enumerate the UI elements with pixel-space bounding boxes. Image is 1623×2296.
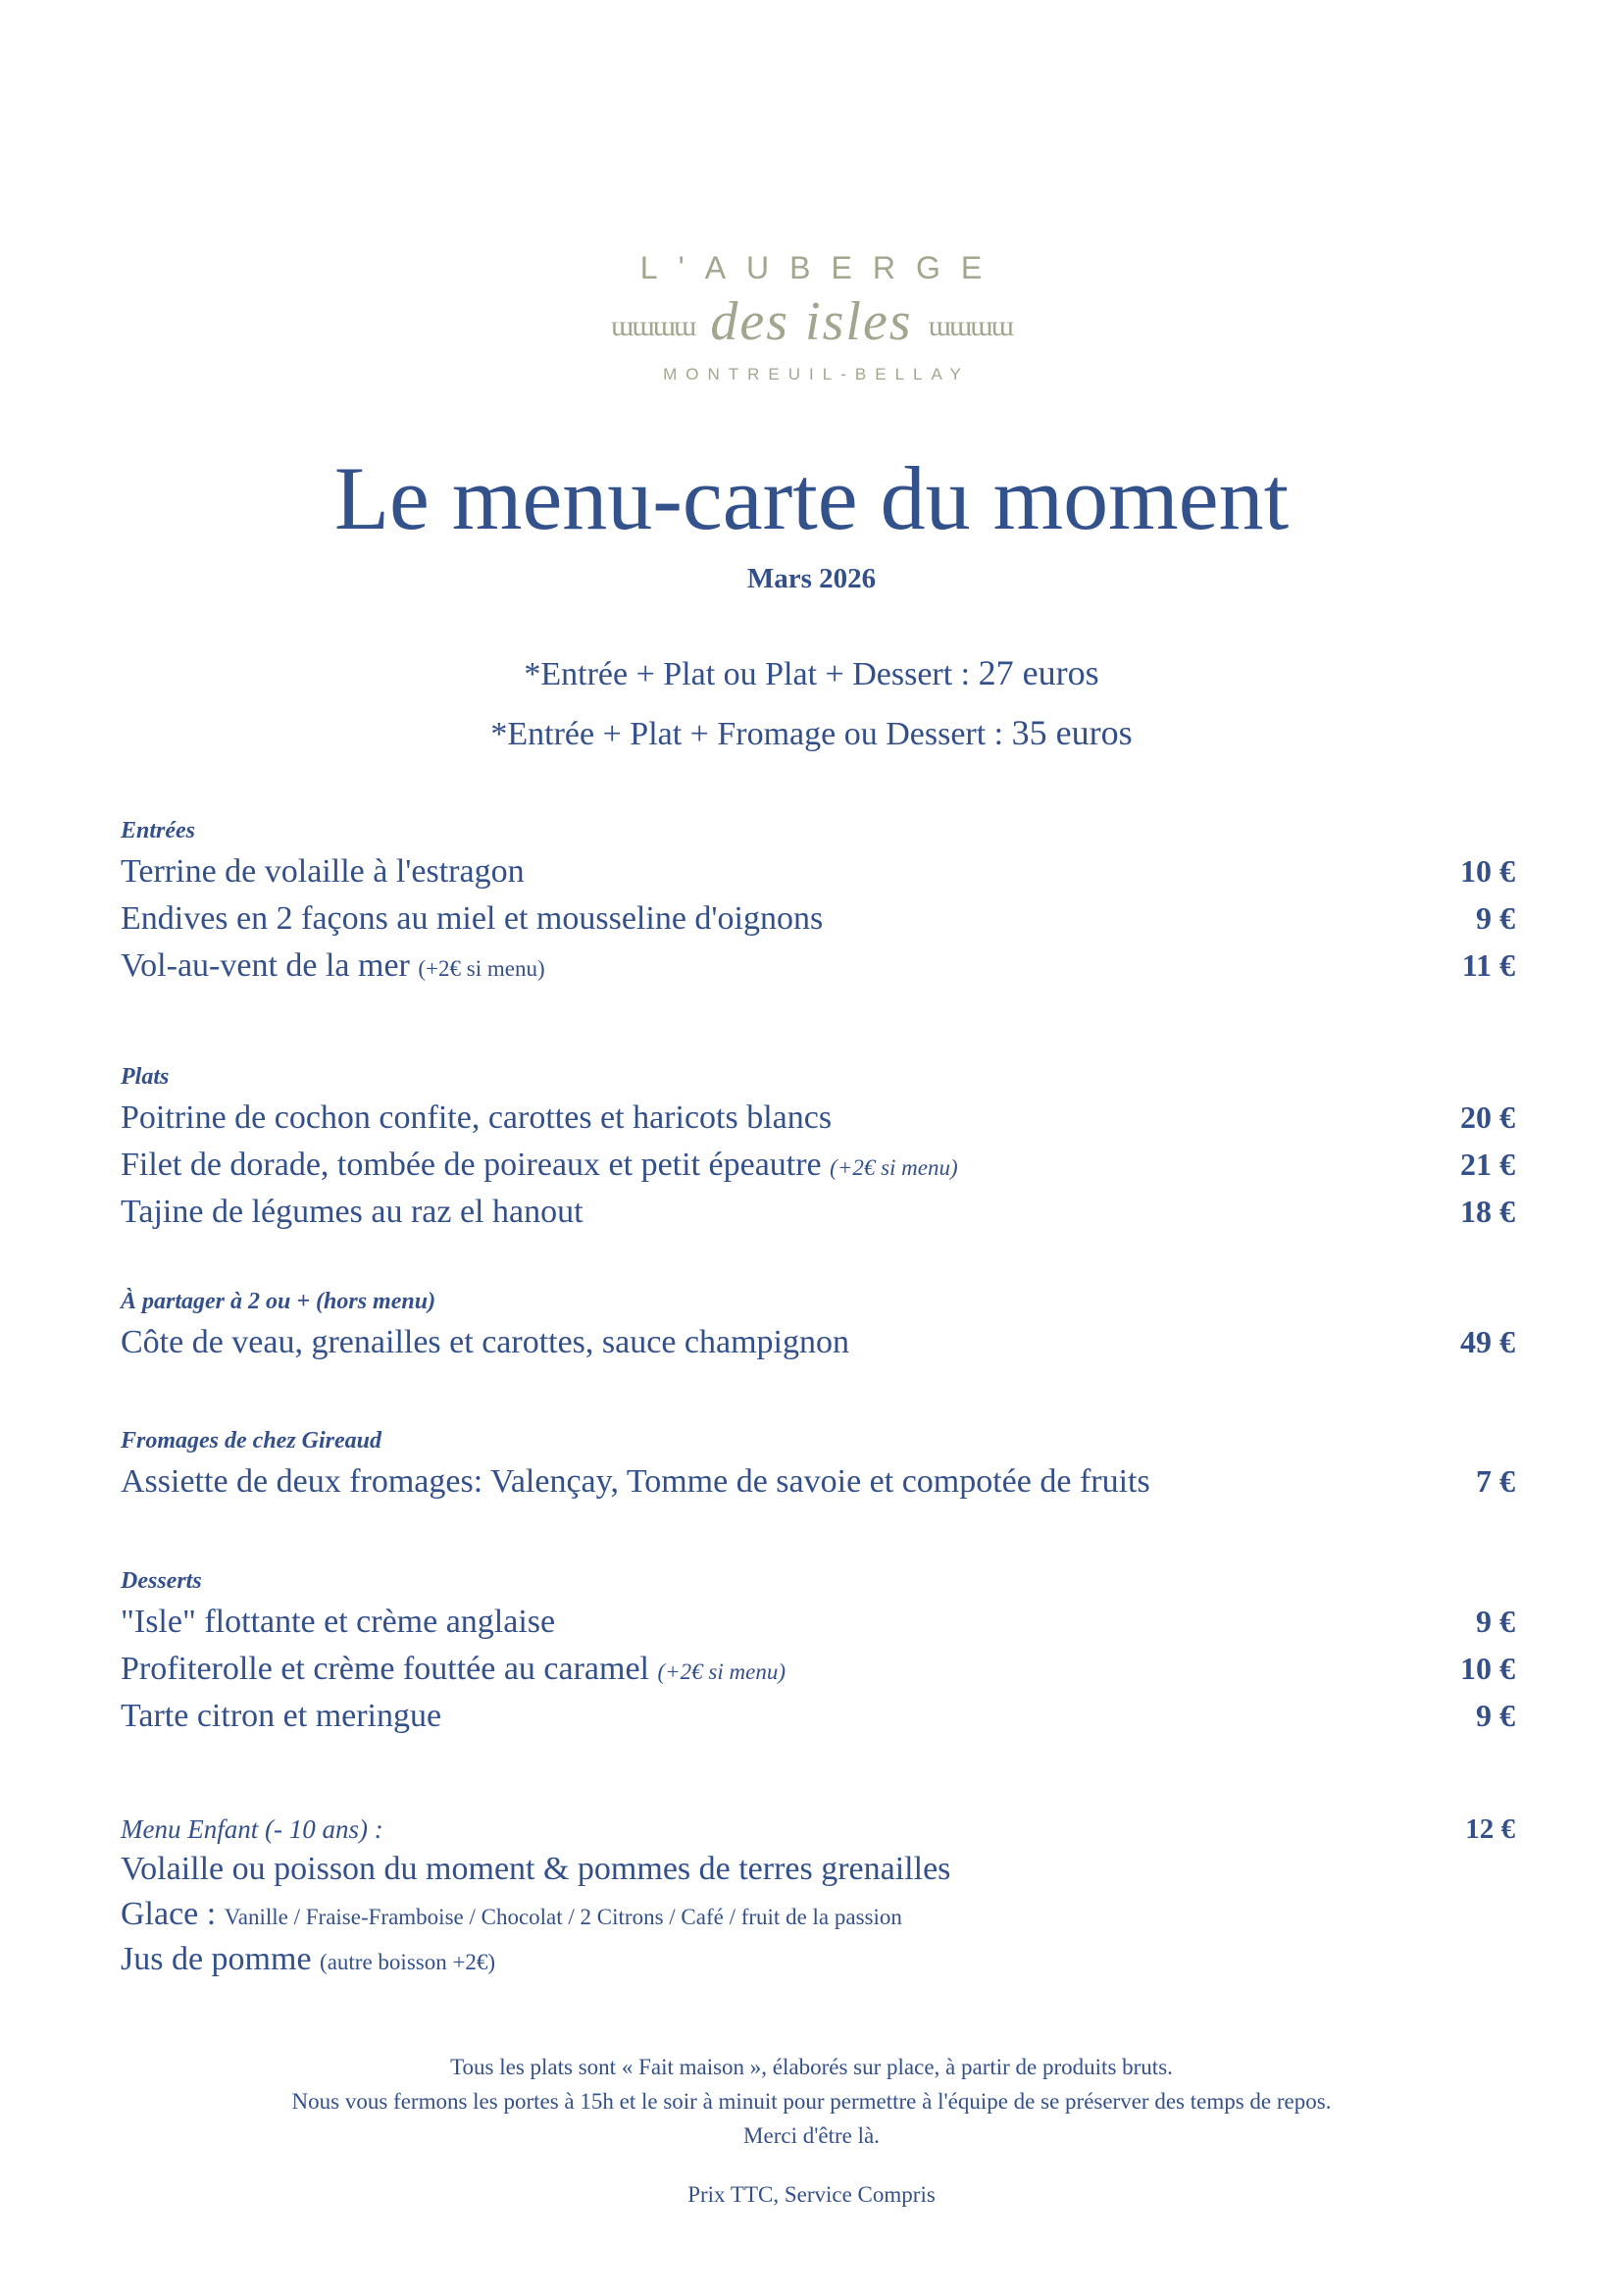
logo-town: MONTREUIL-BELLAY (663, 365, 970, 383)
formula-text: *Entrée + Plat ou Plat + Dessert : (524, 656, 971, 692)
item-note: (+2€ si menu) (418, 956, 545, 981)
footer-price-note: Prix TTC, Service Compris (687, 2182, 936, 2207)
footer-notes (0, 2050, 1623, 2153)
page-title: Le menu-carte du moment (333, 448, 1290, 548)
item-name: Vol-au-vent de la mer (121, 947, 410, 984)
section-menu-enfant (121, 1811, 1515, 1982)
item-name-group (121, 895, 823, 943)
menu-item (121, 1598, 1515, 1645)
restaurant-logo (0, 250, 1623, 384)
formula-35 (0, 712, 1623, 753)
kid-menu-glace (121, 1892, 1515, 1937)
footer-line: Tous les plats sont « Fait maison », élaborés sur place, à partir de produits bruts. (450, 2055, 1173, 2079)
glace-label: Glace : (121, 1896, 217, 1932)
item-name: Tajine de légumes au raz el hanout (121, 1194, 583, 1230)
item-name-group (121, 1646, 786, 1696)
menu-item (121, 1141, 1515, 1188)
kid-menu-jus (121, 1937, 1515, 1982)
item-name-group (121, 943, 545, 993)
item-name-group (121, 1319, 849, 1366)
section-title: Desserts (121, 1568, 202, 1594)
item-price: 9 € (1476, 1604, 1515, 1639)
logo-script-text: des isles (710, 291, 913, 352)
item-name-group (121, 848, 525, 895)
item-name: Poitrine de cochon confite, carottes et haricots blancs (121, 1099, 833, 1136)
section-entrees (121, 814, 1515, 989)
menu-item (121, 1692, 1515, 1739)
item-price: 11 € (1461, 947, 1515, 983)
item-price: 49 € (1460, 1324, 1515, 1359)
section-title: Fromages de chez Gireaud (121, 1428, 381, 1454)
item-name: Filet de dorade, tombée de poireaux et petit épeautre (121, 1147, 822, 1183)
jus-label: Jus de pomme (121, 1941, 312, 1977)
menu-item (121, 847, 1515, 894)
wave-ornament-left-icon: ɯɯɯɯ (611, 310, 695, 343)
wave-ornament-right-icon: ɯɯɯɯ (928, 310, 1012, 343)
section-partager (121, 1285, 1515, 1365)
glace-options: Vanille / Fraise-Framboise / Chocolat / 2 Citrons / Café / fruit de la passion (224, 1905, 902, 1929)
item-price: 7 € (1476, 1463, 1515, 1499)
item-price: 21 € (1460, 1147, 1515, 1182)
logo-script (0, 290, 1623, 353)
footer-line: Merci d'être là. (743, 2123, 880, 2148)
menu-item (121, 1188, 1515, 1235)
section-desserts (121, 1564, 1515, 1739)
item-name: Profiterolle et crème fouttée au caramel (121, 1651, 649, 1687)
item-price: 10 € (1460, 853, 1515, 889)
item-name-group (121, 1458, 1150, 1505)
item-name-group (121, 1189, 583, 1236)
item-name: Endives en 2 façons au miel et mousseline d'oignons (121, 900, 824, 937)
kid-menu-header (121, 1811, 1515, 1847)
logo-brand: L'AUBERGE (639, 250, 1003, 285)
item-price: 9 € (1476, 900, 1515, 936)
kid-menu-main: Volaille ou poisson du moment & pommes de terres grenailles (121, 1851, 951, 1887)
section-title: Plats (121, 1064, 170, 1090)
menu-item (121, 894, 1515, 942)
item-name: "Isle" flottante et crème anglaise (121, 1604, 556, 1640)
item-price: 9 € (1476, 1698, 1515, 1733)
section-title: Entrées (121, 818, 196, 843)
formula-price: 27 euros (978, 653, 1099, 692)
item-name-group (121, 1142, 958, 1192)
item-name: Tarte citron et meringue (121, 1698, 442, 1734)
item-name-group (121, 1693, 441, 1740)
item-name-group (121, 1095, 832, 1142)
item-note: (+2€ si menu) (657, 1659, 786, 1684)
item-name: Terrine de volaille à l'estragon (121, 853, 525, 890)
footer-line: Nous vous fermons les portes à 15h et le soir à minuit pour permettre à l'équipe de se préserver des temps de repos. (291, 2089, 1332, 2114)
section-title: Menu Enfant (- 10 ans) : (121, 1814, 383, 1844)
section-title: À partager à 2 ou + (hors menu) (121, 1289, 436, 1314)
item-name: Assiette de deux fromages: Valençay, Tomme de savoie et compotée de fruits (121, 1463, 1150, 1500)
item-price: 10 € (1460, 1651, 1515, 1686)
item-name: Côte de veau, grenailles et carottes, sauce champignon (121, 1324, 849, 1360)
menu-item (121, 1094, 1515, 1141)
menu-date: Mars 2026 (746, 563, 877, 594)
section-plats (121, 1060, 1515, 1235)
menu-item (121, 1318, 1515, 1365)
formula-text: *Entrée + Plat + Fromage ou Dessert : (490, 716, 1004, 752)
item-note: (+2€ si menu) (830, 1155, 958, 1180)
item-price: 18 € (1460, 1194, 1515, 1229)
item-price: 20 € (1460, 1099, 1515, 1135)
menu-item (121, 1645, 1515, 1692)
jus-note: (autre boisson +2€) (320, 1950, 496, 1974)
section-fromages (121, 1424, 1515, 1505)
menu-item (121, 1457, 1515, 1505)
item-name-group (121, 1599, 555, 1646)
item-price: 12 € (1465, 1813, 1515, 1845)
menu-item (121, 942, 1515, 989)
formula-27 (0, 652, 1623, 693)
formula-price: 35 euros (1011, 713, 1133, 752)
